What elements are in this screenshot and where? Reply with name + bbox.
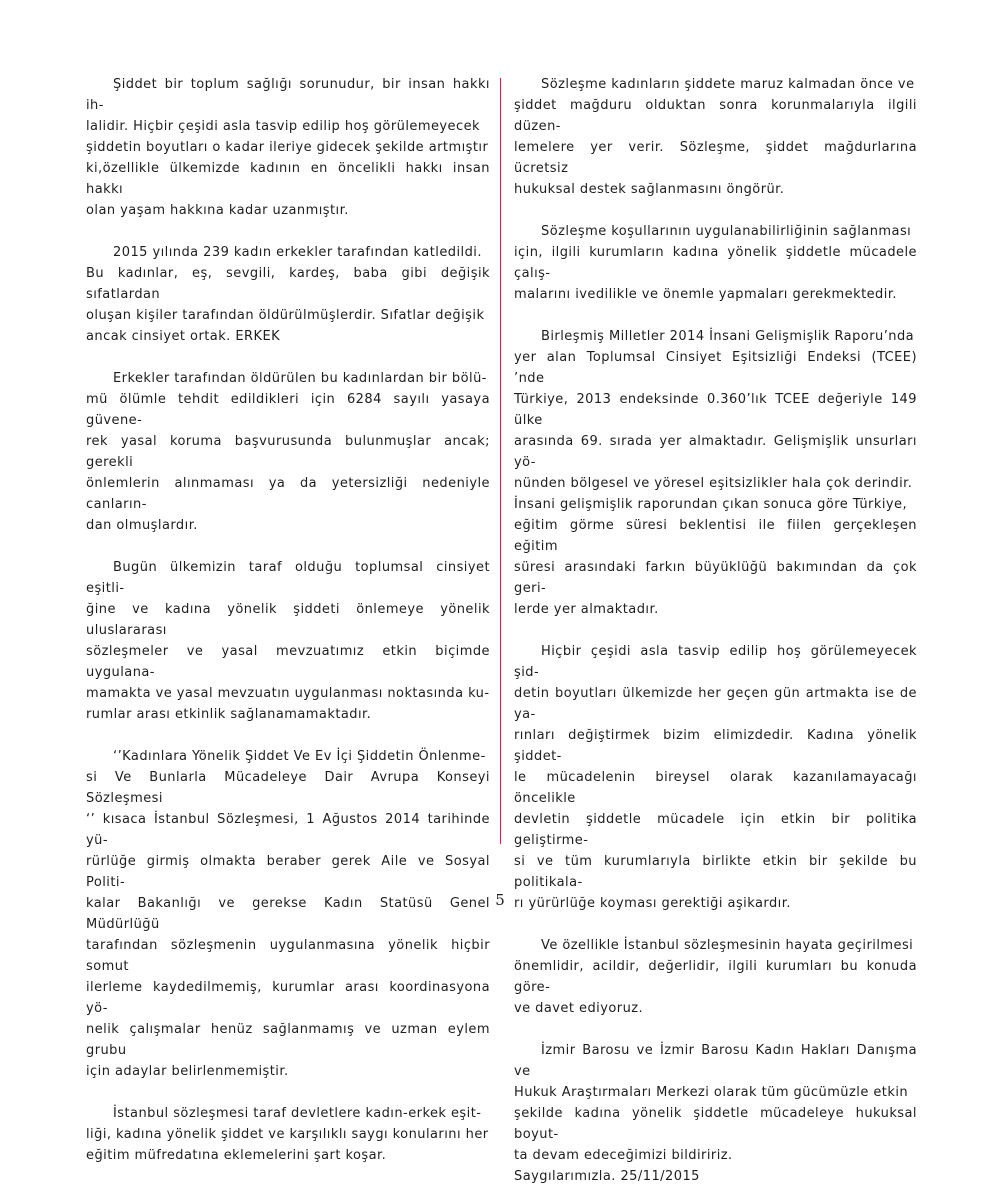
paragraph: Hiçbir çeşidi asla tasvip edilip hoş görülemeyecek şid- detin boyutları ülkemizde her geçen gün artmakta ise de ya- rınları değiştirmek bizim elimizdedir. Kadına yönelik şiddet- le mücadelenin bireysel olarak kazanılamayacağı öncelikle devletin şiddetle mücadele için etkin bir politika geliştirme- si ve tüm kurumlarıyla birlikte etkin bir şekilde bu politikala- rı yürürlüğe koyması gerektiği aşikardır. bbox=[514, 644, 917, 911]
paragraph: ‘’Kadınlara Yönelik Şiddet Ve Ev İçi Şiddetin Önlenme- si Ve Bunlarla Mücadeleye Dair Avrupa Konseyi Sözleşmesi ‘’ kısaca İstanbul Sözleşmesi, 1 Ağustos 2014 tarihinde yü- rürlüğe girmiş olmakta beraber gerek Aile ve Sosyal Politi- kalar Bakanlığı ve gerekse Kadın Statüsü Genel Müdürlüğü tarafından sözleşmenin uygulanmasına yönelik hiçbir somut ilerleme kaydedilmemiş, kurumlar arası koordinasyona yö- nelik çalışmalar henüz sağlanmamış ve uzman eylem grubu için adaylar belirlenmemiştir. bbox=[86, 749, 490, 1079]
left-column bbox=[86, 74, 490, 1187]
paragraph: İstanbul sözleşmesi taraf devletlere kadın-erkek eşit- liği, kadına yönelik şiddet ve karşılıklı saygı konularını her eğitim müfredatına eklemelerini şart koşar. bbox=[86, 1106, 489, 1163]
column-divider bbox=[500, 78, 501, 844]
paragraph: Sözleşme koşullarının uygulanabilirliğinin sağlanması için, ilgili kurumların kadına yönelik şiddetle mücadele çalış- malarını ivedilikle ve önemle yapmaları gerekmektedir. bbox=[514, 224, 917, 302]
paragraph: Ve özellikle İstanbul sözleşmesinin hayata geçirilmesi önemlidir, acildir, değerlidir, ilgili kurumları bu konuda göre- ve davet ediyoruz. bbox=[514, 938, 917, 1016]
paragraph: 2015 yılında 239 kadın erkekler tarafından katledildi. Bu kadınlar, eş, sevgili, kardeş, baba gibi değişik sıfatlardan oluşan kişiler tarafından öldürülmüşlerdir. Sıfatlar değişik ancak cinsiyet ortak. ERKEK bbox=[86, 245, 490, 344]
closing-signature: Saygılarımızla. 25/11/2015 bbox=[514, 1169, 700, 1184]
paragraph: Sözleşme kadınların şiddete maruz kalmadan önce ve şiddet mağduru olduktan sonra korunmalarıyla ilgili düzen- lemelere yer verir. Sözleşme, şiddet mağdurlarına ücretsiz hukuksal destek sağlanmasını öngörür. bbox=[514, 77, 917, 197]
paragraph: Erkekler tarafından öldürülen bu kadınlardan bir bölü- mü ölümle tehdit edildikleri için 6284 sayılı yasaya güvene- rek yasal koruma başvurusunda bulunmuşlar ancak; gerekli önlemlerin alınmaması ya da yetersizliği nedeniyle canların- dan olmuşlardır. bbox=[86, 371, 490, 533]
page-number: 5 bbox=[495, 891, 505, 909]
paragraph: Bugün ülkemizin taraf olduğu toplumsal cinsiyet eşitli- ğine ve kadına yönelik şiddeti önlemeye yönelik uluslararası sözleşmeler ve yasal mevzuatımız etkin biçimde uygulana- mamakta ve yasal mevzuatın uygulanması noktasında ku- rumlar arası etkinlik sağlanamamaktadır. bbox=[86, 560, 490, 722]
paragraph: İzmir Barosu ve İzmir Barosu Kadın Hakları Danışma ve Hukuk Araştırmaları Merkezi olarak tüm gücümüzle etkin şekilde kadına yönelik şiddetle mücadeleye hukuksal boyut- ta devam edeceğimizi bildiririz. bbox=[514, 1043, 917, 1163]
paragraph: Şiddet bir toplum sağlığı sorunudur, bir insan hakkı ih- lalidir. Hiçbir çeşidi asla tasvip edilip hoş görülemeyecek şiddetin boyutları o kadar ileriye gidecek şekilde artmıştır ki,özellikle ülkemizde kadının en öncelikli hakkı insan hakkı olan yaşam hakkına kadar uzanmıştır. bbox=[86, 77, 490, 218]
right-column bbox=[514, 74, 917, 1187]
paragraph: Birleşmiş Milletler 2014 İnsani Gelişmişlik Raporu’nda yer alan Toplumsal Cinsiyet Eşitsizliği Endeksi (TCEE) ’nde Türkiye, 2013 endeksinde 0.360’lık TCEE değeriyle 149 ülke arasında 69. sırada yer almaktadır. Gelişmişlik unsurları yö- nünden bölgesel ve yöresel eşitsizlikler hala çok derindir. İnsani gelişmişlik raporundan çıkan sonuca göre Türkiye, eğitim görme süresi beklentisi ile fiilen gerçekleşen eğitim süresi arasındaki farkın büyüklüğü bakımından da çok geri- lerde yer almaktadır. bbox=[514, 329, 917, 617]
